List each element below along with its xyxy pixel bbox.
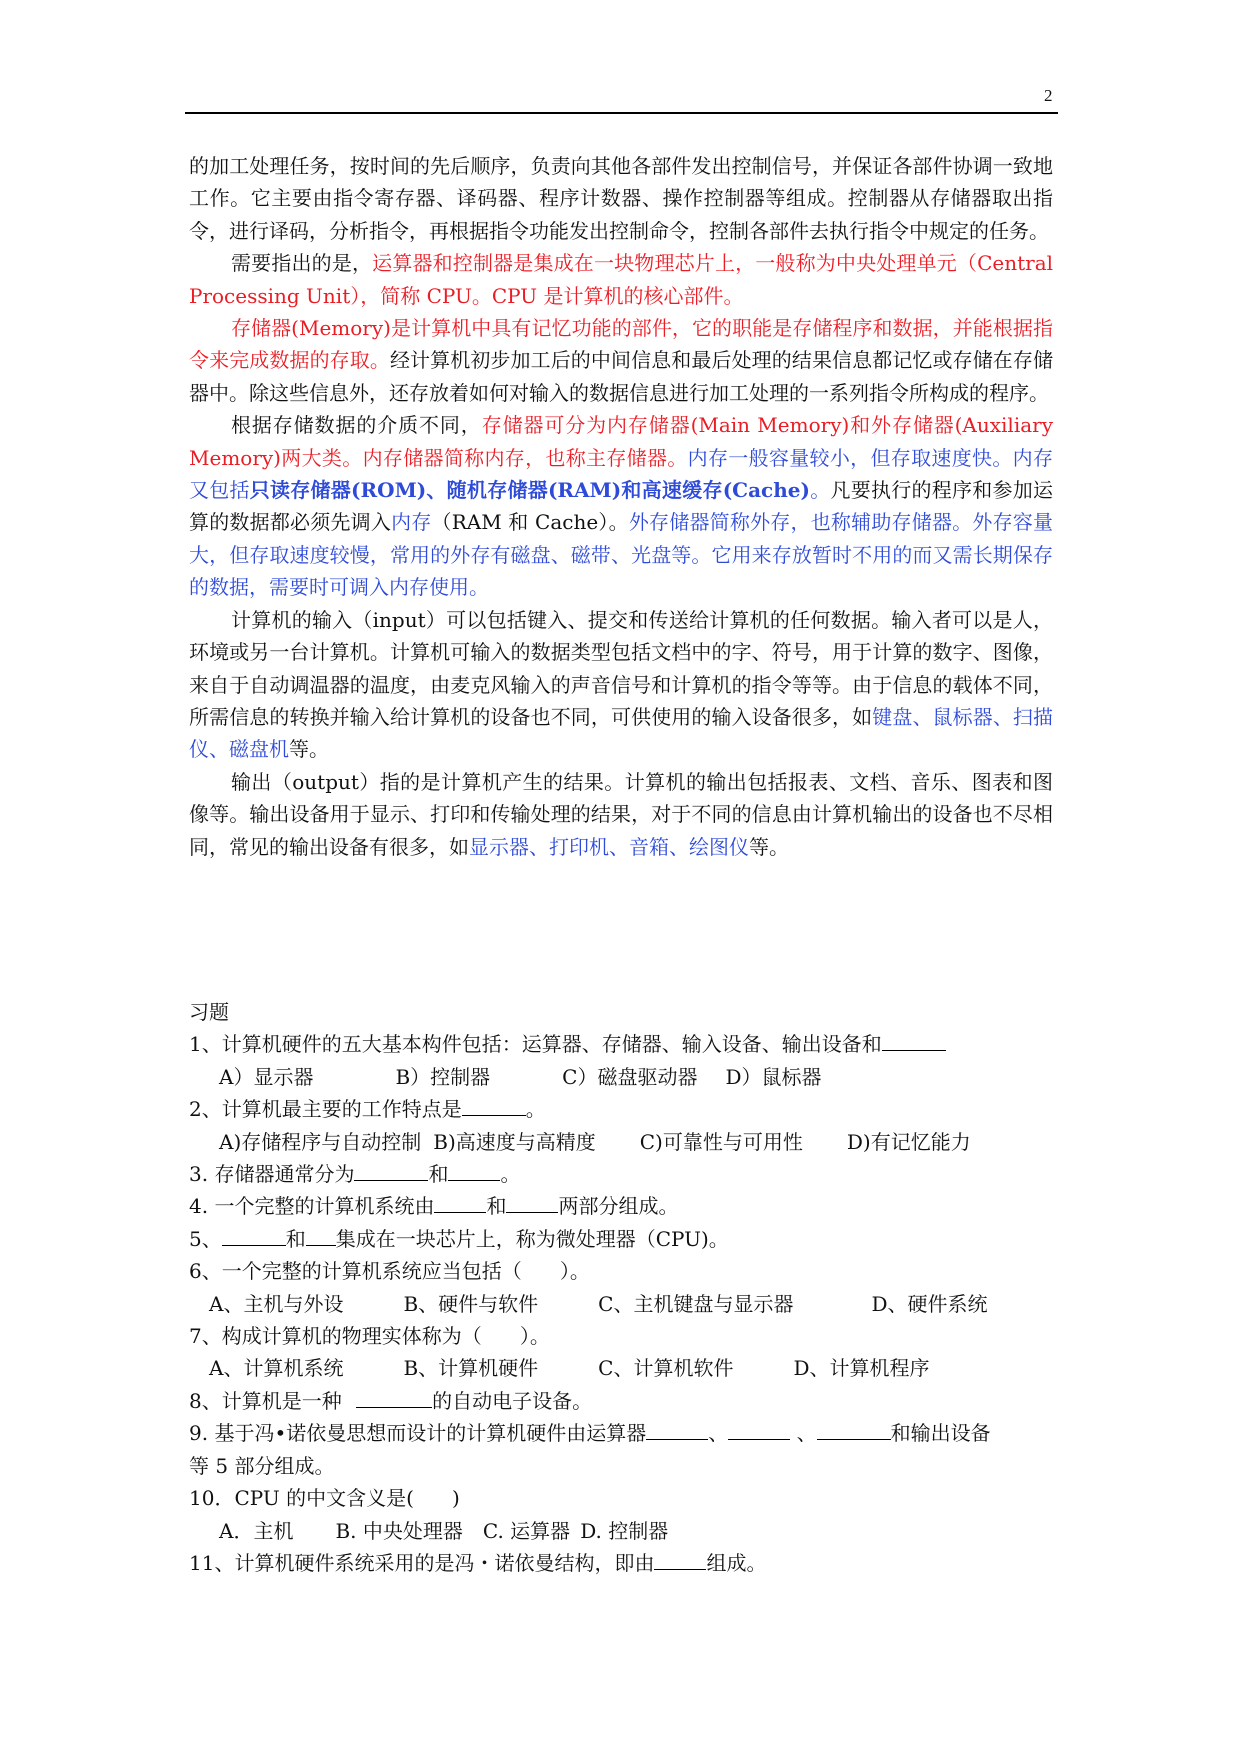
question-text: 和输出设备 [890, 1421, 991, 1446]
question-text: 1、计算机硬件的五大基本构件包括：运算器、存储器、输入设备、输出设备和 [189, 1032, 882, 1057]
question-text: 。 [500, 1162, 521, 1187]
option: A)存储程序与自动控制 [219, 1129, 422, 1154]
question-text: 的自动电子设备。 [432, 1388, 593, 1413]
highlight-blue: 内存一般容量较小，但存取速度快。内存又包括 [189, 445, 1054, 503]
option: C）磁盘驱动器 [562, 1064, 698, 1089]
question-text: 组成。 [706, 1550, 767, 1575]
text: 输出（output）指的是计算机产生的结果。计算机的输出包括报表、文档、音乐、图表和图像等。输出设备用于显示、打印和传输处理的结果，对于不同的信息由计算机输出的设备也不尽相同，常见的输出设备有很多，如 [189, 769, 1053, 859]
question-text: 11、计算机硬件系统采用的是冯・诺依曼结构，即由 [189, 1550, 655, 1575]
text: （RAM 和 Cache）。 [431, 510, 629, 535]
question-text: 3. 存储器通常分为 [189, 1162, 355, 1187]
highlight-blue: 键盘、鼠标器、扫描仪、磁盘机 [189, 704, 1054, 762]
question-text: 。 [525, 1097, 546, 1122]
option: B)高速度与高精度 [433, 1129, 596, 1154]
paragraph-output [189, 766, 1053, 863]
question-7-options [189, 1352, 1069, 1384]
highlight-red: 运算器和控制器是集成在一块物理芯片上，一般称为中央处理单元（Central Processing Unit），简称 CPU。CPU 是计算机的核心部件。 [189, 251, 1054, 308]
question-10: 10．CPU 的中文含义是( ) [189, 1486, 460, 1511]
option: D)有记忆能力 [846, 1129, 971, 1154]
question-3 [189, 1158, 1069, 1190]
question-text: 2、计算机最主要的工作特点是 [189, 1097, 462, 1122]
highlight-blue-bold: 只读存储器(ROM)、随机存储器(RAM)和高速缓存(Cache) [249, 478, 810, 503]
highlight-red: 存储器(Memory)是计算机中具有记忆功能的部件，它的职能是存储程序和数据，并能根据指令来完成数据的存取。 [189, 316, 1053, 373]
option: B、计算机硬件 [403, 1356, 539, 1381]
answer-blank [354, 1158, 428, 1181]
paragraph-input [189, 604, 1053, 766]
answer-blank [882, 1028, 946, 1051]
question-text: 、 [790, 1421, 817, 1446]
question-6-options [189, 1288, 1069, 1320]
question-9 [189, 1417, 1069, 1449]
question-2-options [189, 1126, 1069, 1158]
question-8 [189, 1385, 1069, 1417]
paragraph-controller: 的加工处理任务，按时间的先后顺序，负责向其他各部件发出控制信号，并保证各部件协调一致地工作。它主要由指令寄存器、译码器、程序计数器、操作控制器等组成。控制器从存储器取出指令，进行译码，分析指令，再根据指令功能发出控制命令，控制各部件去执行指令中规定的任务。 [189, 154, 1053, 243]
question-text: 4. 一个完整的计算机系统由 [189, 1194, 435, 1219]
paragraph-memory [189, 312, 1053, 409]
question-text: 两部分组成。 [558, 1194, 679, 1219]
option: B. 中央处理器 [335, 1518, 463, 1543]
question-5 [189, 1223, 1069, 1255]
option: C)可靠性与可用性 [639, 1129, 803, 1154]
question-text: 5、 [189, 1226, 222, 1251]
paragraph-storage-types [189, 409, 1053, 603]
option: D、硬件系统 [871, 1291, 988, 1316]
question-9-cont: 等 5 部分组成。 [189, 1453, 335, 1478]
highlight-blue: 内存 [391, 510, 432, 535]
option: B）控制器 [395, 1064, 491, 1089]
option: D）鼠标器 [725, 1064, 822, 1089]
question-text: 、 [708, 1421, 729, 1446]
answer-blank [728, 1417, 790, 1440]
highlight-blue: 显示器、打印机、音箱、绘图仪 [469, 834, 749, 859]
header-rule [185, 112, 1058, 114]
question-7: 7、构成计算机的物理实体称为（ ）。 [189, 1324, 550, 1349]
answer-blank [434, 1190, 486, 1213]
question-10-options [189, 1515, 1069, 1547]
body-text [189, 150, 1053, 863]
text: 计算机的输入（input）可以包括键入、提交和传送给计算机的任何数据。输入者可以是人，环境或另一台计算机。计算机可输入的数据类型包括文档中的字、符号，用于计算的数字、图像，来自于自动调温器的温度，由麦克风输入的声音信号和计算机的指令等等。由于信息的载体不同，所需信息的转换并输入给计算机的设备也不同，可供使用的输入设备很多，如 [189, 607, 1053, 729]
option: C、主机键盘与显示器 [598, 1291, 794, 1316]
highlight-blue: 。 [809, 478, 831, 503]
question-text: 和 [285, 1226, 306, 1251]
question-2 [189, 1093, 1069, 1125]
paragraph-cpu [189, 247, 1053, 312]
answer-blank [448, 1158, 500, 1181]
answer-blank [462, 1093, 526, 1116]
answer-blank [646, 1417, 708, 1440]
answer-blank [654, 1547, 706, 1570]
option: D. 控制器 [580, 1518, 669, 1543]
question-text: 集成在一块芯片上，称为微处理器（CPU)。 [335, 1226, 729, 1251]
text: 等。 [289, 737, 329, 762]
question-1-options [189, 1061, 1069, 1093]
text: 需要指出的是， [231, 251, 373, 276]
option: B、硬件与软件 [403, 1291, 539, 1316]
question-text: 9. 基于冯•诺依曼思想而设计的计算机硬件由运算器 [189, 1421, 647, 1446]
option: C、计算机软件 [598, 1356, 734, 1381]
exercises [189, 996, 1069, 1579]
option: A、主机与外设 [209, 1291, 344, 1316]
option: A、计算机系统 [209, 1356, 344, 1381]
question-text: 和 [486, 1194, 507, 1219]
answer-blank [306, 1223, 336, 1246]
text: 经计算机初步加工后的中间信息和最后处理的结果信息都记忆或存储在存储器中。除这些信息外，还存放着如何对输入的数据信息进行加工处理的一系列指令所构成的程序。 [189, 348, 1054, 405]
option: A．主机 [219, 1518, 294, 1543]
page-number: 2 [1044, 86, 1053, 105]
option: D、计算机程序 [793, 1356, 930, 1381]
answer-blank [817, 1417, 891, 1440]
highlight-blue: 外存储器简称外存，也称辅助存储器。外存容量大，但存取速度较慢，常用的外存有磁盘、磁带、光盘等。它用来存放暂时不用的而又需长期保存的数据，需要时可调入内存使用。 [189, 510, 1054, 600]
question-text: 8、计算机是一种 [189, 1388, 349, 1413]
highlight-red: 存储器可分为内存储器(Main Memory)和外存储器(Auxiliary Memory)两大类。内存储器简称内存，也称主存储器。 [189, 413, 1054, 470]
question-1 [189, 1028, 1069, 1060]
text: 等。 [749, 834, 789, 859]
text: 根据存储数据的介质不同， [231, 413, 482, 438]
question-6: 6、一个完整的计算机系统应当包括（ ）。 [189, 1259, 590, 1284]
question-text: 和 [428, 1162, 449, 1187]
text: 凡要执行的程序和参加运算的数据都必须先调入 [189, 478, 1054, 535]
option: A）显示器 [219, 1064, 314, 1089]
option: C. 运算器 [482, 1518, 571, 1543]
question-4 [189, 1190, 1069, 1222]
answer-blank [222, 1223, 286, 1246]
exercises-title: 习题 [189, 1000, 229, 1024]
answer-blank [506, 1190, 558, 1213]
question-11 [189, 1547, 1069, 1579]
answer-blank [356, 1385, 432, 1408]
